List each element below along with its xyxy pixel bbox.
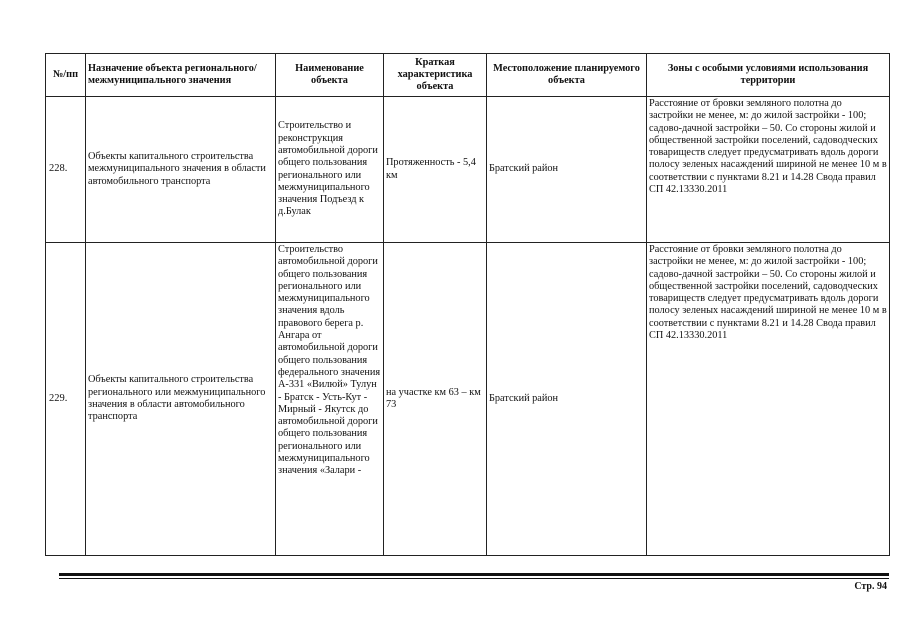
row-characteristic: на участке км 63 – км 73 [384, 243, 487, 556]
row-purpose: Объекты капитального строительства межмуниципального значения в области автомобильного транспорта [86, 97, 276, 243]
header-zones: Зоны с особыми условиями использования территории [647, 54, 890, 97]
header-purpose: Назначение объекта регионального/ межмуниципального значения [86, 54, 276, 97]
header-num: №/пп [46, 54, 86, 97]
row-object-name: Строительство и реконструкция автомобильной дороги общего пользования регионального или межмуниципального значения Подъезд к д.Булак [276, 97, 384, 243]
row-zones: Расстояние от бровки земляного полотна до застройки не менее, м: до жилой застройки - 100; садово-дачной застройки – 50. Со стороны жилой и общественной застройки поселений, садоводческих товариществ следует предусматривать вдоль дороги полосу зеленых насаждений шириной не менее 10 м в соответствии с пунктами 8.21 и 14.28 Свода правил СП 42.13330.2011 [647, 243, 890, 556]
row-number: 228. [46, 97, 86, 243]
header-characteristic: Краткая характеристика объекта [384, 54, 487, 97]
object-name-text: Строительство автомобильной дороги общего пользования регионального или межмуниципального значения вдоль правового берега р. Ангара от автомобильной дороги общего пользования федерального значения А-331 «Вилюй» Тулун - Братск - Усть-Кут - Мирный - Якутск до автомобильной дороги общего пользования регионального или межмуниципального значения «Залари - [278, 244, 381, 477]
footer-divider [59, 573, 889, 576]
table-header-row [46, 54, 890, 97]
row-zones: Расстояние от бровки земляного полотна до застройки не менее, м: до жилой застройки - 100; садово-дачной застройки – 50. Со стороны жилой и общественной застройки поселений, садоводческих товариществ следует предусматривать вдоль дороги полосу зеленых насаждений шириной не менее 10 м в соответствии с пунктами 8.21 и 14.28 Свода правил СП 42.13330.2011 [647, 97, 890, 243]
row-location: Братский район [487, 97, 647, 243]
objects-table [45, 53, 890, 556]
header-location: Местоположение планируемого объекта [487, 54, 647, 97]
table-row [46, 97, 890, 243]
row-location: Братский район [487, 243, 647, 556]
footer-divider-thin [59, 578, 889, 579]
row-number: 229. [46, 243, 86, 556]
table-row [46, 243, 890, 556]
page-number: Стр. 94 [854, 581, 887, 592]
row-object-name [276, 243, 384, 556]
header-name: Наименование объекта [276, 54, 384, 97]
row-characteristic: Протяженность - 5,4 км [384, 97, 487, 243]
row-purpose: Объекты капитального строительства регионального или межмуниципального значения в области автомобильного транспорта [86, 243, 276, 556]
